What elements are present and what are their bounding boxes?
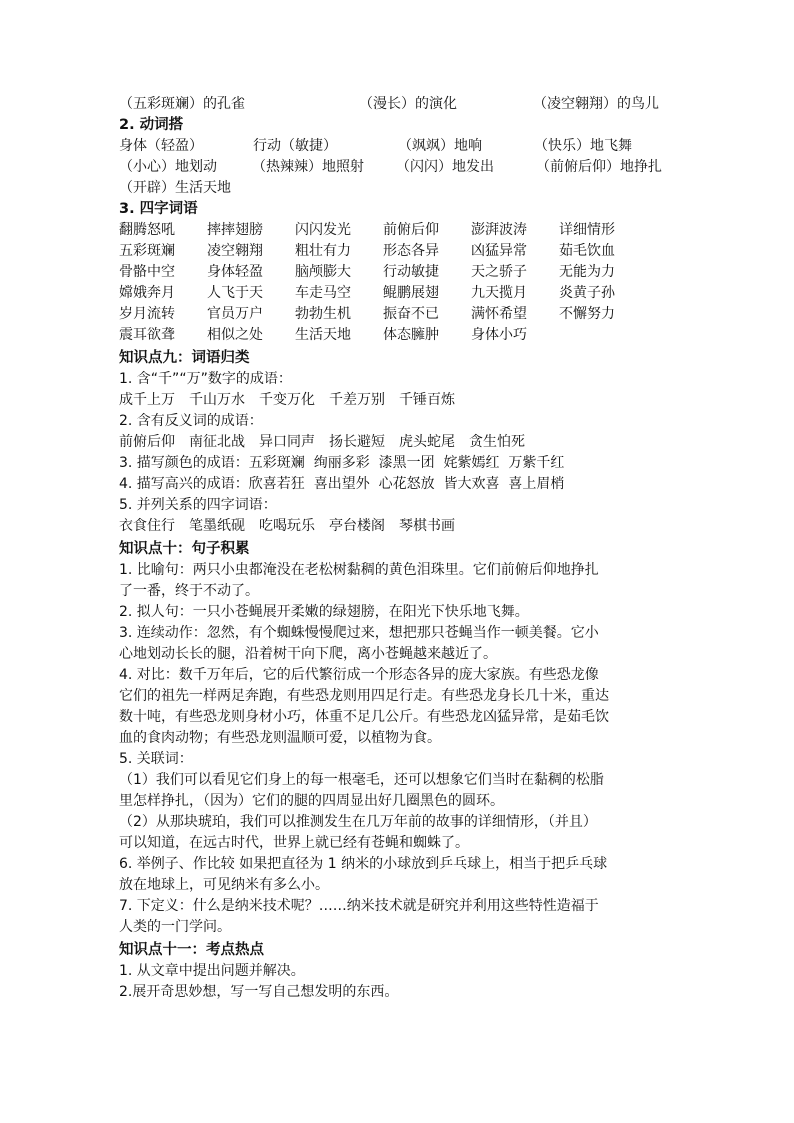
word: 勃勃生机	[295, 306, 351, 322]
text-line: 6. 举例子、作比较 如果把直径为 1 纳米的小球放到乒乓球上，相当于把乒乓球	[119, 856, 608, 872]
word: 无能为力	[559, 264, 615, 280]
subheading: 1. 含“千”“万”数字的成语：	[119, 371, 292, 387]
phrase: （漫长）的演化	[359, 96, 457, 112]
section-heading-verb-pairs: 2. 动词搭	[119, 117, 184, 133]
verb-pair: 行动（敏捷）	[253, 138, 337, 154]
word: 车走马空	[295, 285, 351, 301]
word: 翻腾怒吼	[119, 222, 175, 238]
word-row	[119, 262, 679, 283]
verb-pair-row	[119, 157, 679, 178]
text-line: 4. 对比：数千万年后，它的后代繁衍成一个形态各异的庞大家族。有些恐龙像	[119, 667, 599, 683]
verb-pair: （开辟）生活天地	[119, 180, 231, 196]
word: 闪闪发光	[295, 222, 351, 238]
idiom: 虎头蛇尾	[399, 434, 455, 450]
idiom: 贪生怕死	[469, 434, 525, 450]
idiom: 千锤百炼	[399, 392, 455, 408]
idiom: 成千上万	[119, 392, 175, 408]
word: 九天揽月	[471, 285, 527, 301]
subheading: 2. 含有反义词的成语：	[119, 413, 263, 429]
word: 行动敏捷	[383, 264, 439, 280]
idiom-row	[119, 432, 679, 453]
word: 鲲鹏展翅	[383, 285, 439, 301]
word-row	[119, 241, 679, 262]
text-line: 放在地球上，可见纳米有多么小。	[119, 877, 329, 893]
word: 嫦娥奔月	[119, 285, 175, 301]
word: 人飞于天	[207, 285, 263, 301]
word: 满怀希望	[471, 306, 527, 322]
text-line: 5. 关联词：	[119, 751, 193, 767]
idiom: 笔墨纸砚	[189, 518, 245, 534]
verb-pair: （小心）地划动	[119, 159, 217, 175]
verb-pair: （闪闪）地发出	[396, 159, 494, 175]
text-line: 2.展开奇思妙想，写一写自己想发明的东西。	[119, 984, 399, 1000]
verb-pair: （热辣辣）地照射	[252, 159, 364, 175]
verb-pair: 身体（轻盈）	[119, 138, 203, 154]
word: 摔摔翅膀	[207, 222, 263, 238]
word-row	[119, 304, 679, 325]
idiom: 前俯后仰	[119, 434, 175, 450]
verb-pair: （飒飒）地响	[398, 138, 482, 154]
document-page	[119, 94, 679, 1003]
word: 凌空翱翔	[207, 243, 263, 259]
word: 生活天地	[295, 327, 351, 343]
idiom: 南征北战	[189, 434, 245, 450]
word: 茹毛饮血	[559, 243, 615, 259]
word-row	[119, 220, 679, 241]
text-line: 可以知道，在远古时代，世界上就已经有苍蝇和蜘蛛了。	[119, 835, 469, 851]
idiom: 衣食住行	[119, 518, 175, 534]
word: 岁月流转	[119, 306, 175, 322]
idiom: 扬长避短	[329, 434, 385, 450]
heading-knowledge-point-11: 知识点十一：考点热点	[119, 942, 264, 958]
text-line: 它们的祖先一样两足奔跑，有些恐龙则用四足行走。有些恐龙身长几十米，重达	[119, 688, 609, 704]
verb-pair-row	[119, 136, 679, 157]
word: 五彩斑斓	[119, 243, 175, 259]
idiom: 千差万别	[329, 392, 385, 408]
idiom: 异口同声	[259, 434, 315, 450]
idiom: 千山万水	[189, 392, 245, 408]
text-line: 1. 从文章中提出问题并解决。	[119, 963, 305, 979]
word-row	[119, 325, 679, 346]
text-line: 了一番，终于不动了。	[119, 583, 259, 599]
word	[559, 325, 647, 346]
idiom: 千变万化	[259, 392, 315, 408]
idiom: 吃喝玩乐	[259, 518, 315, 534]
section-heading-four-char-words: 3. 四字词语	[119, 201, 198, 217]
text-line: 里怎样挣扎，（因为）它们的腿的四周显出好几圈黑色的圆环。	[119, 793, 504, 809]
phrase-row-top	[119, 94, 679, 115]
text-line: 7. 下定义：什么是纳米技术呢？……纳米技术就是研究并利用这些特性造福于	[119, 898, 599, 914]
word: 体态臃肿	[383, 327, 439, 343]
text-line: 数十吨，有些恐龙则身材小巧，体重不足几公斤。有些恐龙凶猛异常，是茹毛饮	[119, 709, 609, 725]
idiom: 琴棋书画	[399, 518, 455, 534]
idiom: 亭台楼阁	[329, 518, 385, 534]
heading-knowledge-point-10: 知识点十：句子积累	[119, 541, 250, 557]
word: 身体轻盈	[207, 264, 263, 280]
word: 相似之处	[207, 327, 263, 343]
word: 炎黄子孙	[559, 285, 615, 301]
word: 粗壮有力	[295, 243, 351, 259]
word: 骨骼中空	[119, 264, 175, 280]
text-line: （1）我们可以看见它们身上的每一根毫毛，还可以想象它们当时在黏稠的松脂	[119, 772, 604, 788]
text-line: 1. 比喻句：两只小虫都淹没在老松树黏稠的黄色泪珠里。它们前俯后仰地挣扎	[119, 562, 599, 578]
idiom-line-colors: 3. 描写颜色的成语：五彩斑斓 绚丽多彩 漆黑一团 姹紫嫣红 万紫千红	[119, 455, 565, 471]
word: 澎湃波涛	[471, 222, 527, 238]
idiom-row	[119, 390, 679, 411]
word: 不懈努力	[559, 306, 615, 322]
heading-knowledge-point-9: 知识点九：词语归类	[119, 350, 250, 366]
word: 振奋不已	[383, 306, 439, 322]
idiom-row	[119, 516, 679, 537]
text-line: 心地划动长长的腿，沿着树干向下爬，离小苍蝇越来越近了。	[119, 646, 497, 662]
word: 前俯后仰	[383, 222, 439, 238]
text-line: 人类的一门学问。	[119, 919, 231, 935]
phrase: （凌空翱翔）的鸟儿	[533, 96, 659, 112]
word: 脑颅膨大	[295, 264, 351, 280]
text-line: 3. 连续动作：忽然，有个蜘蛛慢慢爬过来，想把那只苍蝇当作一顿美餐。它小	[119, 625, 599, 641]
phrase: （五彩斑斓）的孔雀	[119, 96, 245, 112]
word: 形态各异	[383, 243, 439, 259]
word: 官员万户	[207, 306, 263, 322]
text-line: （2）从那块琥珀，我们可以推测发生在几万年前的故事的详细情形，（并且）	[119, 814, 597, 830]
word: 凶猛异常	[471, 243, 527, 259]
word: 详细情形	[559, 222, 615, 238]
word: 身体小巧	[471, 327, 527, 343]
word: 天之骄子	[471, 264, 527, 280]
subheading: 5. 并列关系的四字词语：	[119, 497, 277, 513]
word: 震耳欲聋	[119, 327, 175, 343]
word-row	[119, 283, 679, 304]
verb-pair: （前俯后仰）地挣扎	[536, 159, 662, 175]
verb-pair: （快乐）地飞舞	[534, 138, 632, 154]
idiom-line-happy: 4. 描写高兴的成语：欣喜若狂 喜出望外 心花怒放 皆大欢喜 喜上眉梢	[119, 476, 565, 492]
text-line: 血的食肉动物；有些恐龙则温顺可爱，以植物为食。	[119, 730, 441, 746]
text-line: 2. 拟人句：一只小苍蝇展开柔嫩的绿翅膀，在阳光下快乐地飞舞。	[119, 604, 529, 620]
